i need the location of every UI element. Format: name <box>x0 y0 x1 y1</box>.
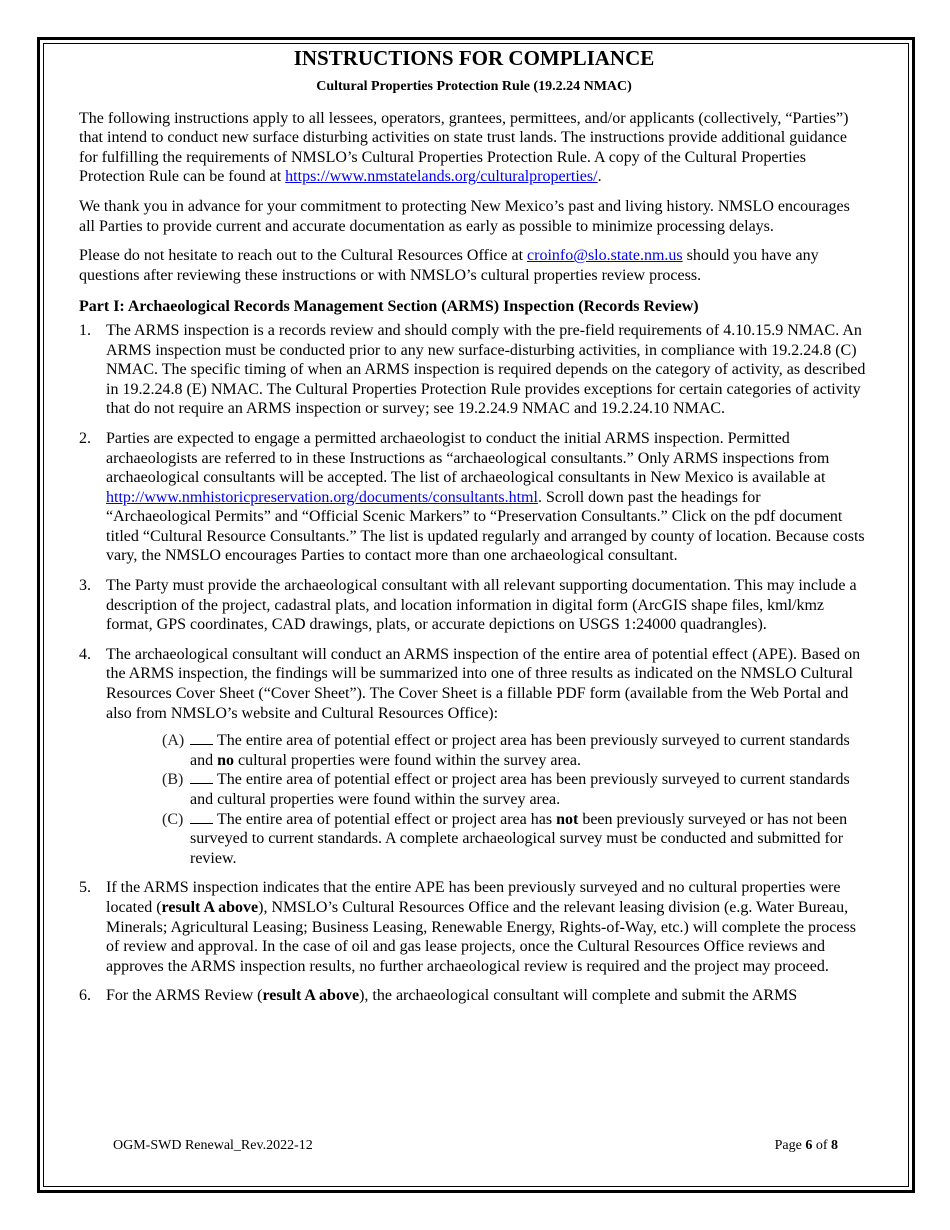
blank-line <box>190 810 213 824</box>
page-footer <box>113 1138 838 1154</box>
item-text: ), the archaeological consultant will complete and submit the ARMS <box>359 987 798 1005</box>
item-text: For the ARMS Review ( <box>106 987 263 1005</box>
croinfo-email-link[interactable]: croinfo@slo.state.nm.us <box>527 247 683 265</box>
option-text: The entire area of potential effect or project area has been previously surveyed to current standards and cultural properties were found within the survey area. <box>190 771 850 808</box>
item-text: If the ARMS inspection indicates that the entire APE has been previously surveyed and no cultural properties were located ( <box>106 879 841 916</box>
page-total: 8 <box>831 1138 838 1153</box>
intro-paragraph-1 <box>79 109 869 187</box>
form-id: OGM-SWD Renewal_Rev.2022-12 <box>113 1138 313 1153</box>
part-1-heading: Part I: Archaeological Records Management Section (ARMS) Inspection (Records Review) <box>79 298 699 316</box>
option-text: been previously surveyed or has not been surveyed to current standards. A complete archaeological survey must be conducted and submitted for review. <box>190 810 848 867</box>
page-of: of <box>812 1138 831 1153</box>
page-number <box>775 1138 838 1154</box>
item-number: 2. <box>79 429 91 447</box>
item-text: The Party must provide the archaeological consultant with all relevant supporting documentation. This may include a description of the project, cadastral plats, and location information in digital form (ArcGIS shape files, kml/kmz format, GPS coordinates, CAD drawings, plats, or accurate depictions on USGS 1:24000 quadrangles). <box>106 577 857 634</box>
option-text: The entire area of potential effect or project area has been previously surveyed to current standards and <box>190 732 850 769</box>
option-label: (A) <box>162 732 185 750</box>
page-title: INSTRUCTIONS FOR COMPLIANCE <box>293 46 655 70</box>
item-text: . Scroll down past the headings for “Archaeological Permits” and “Official Scenic Markers” to “Preservation Consultants.” Click on the pdf document titled “Cultural Resource Consultants.” The list is updated regularly and arranged by county of location. Because costs vary, the NMSLO encourages Parties to contact more than one archaeological consultant. <box>106 488 865 565</box>
item-number: 3. <box>79 577 91 595</box>
item-text: The ARMS inspection is a records review and should comply with the pre-field requirements of 4.10.15.9 NMAC. An ARMS inspection must be conducted prior to any new surface-disturbing activities, in compliance with 19.2.24.8 (C) NMAC. The specific timing of when an ARMS inspection is required depends on the category of activity, as described in 19.2.24.8 (E) NMAC. The Cultural Properties Protection Rule provides exceptions for certain categories of activity that do not require an ARMS inspection or survey; see 19.2.24.9 NMAC and 19.2.24.10 NMAC. <box>106 321 866 418</box>
document-body <box>79 44 869 1016</box>
option-label: (C) <box>162 810 184 828</box>
list-item-3 <box>79 576 869 635</box>
item-text: The archaeological consultant will conduct an ARMS inspection of the entire area of potential effect (APE). Based on the ARMS inspection, the findings will be summarized into one of three results as indicated on the NMSLO Cultural Resources Cover Sheet (“Cover Sheet”). The Cover Sheet is a fillable PDF form (available from the Web Portal and also from NMSLO’s website and Cultural Resources Office): <box>106 645 861 722</box>
item-number: 5. <box>79 879 91 897</box>
list-item-2 <box>79 429 869 566</box>
item-number: 6. <box>79 987 91 1005</box>
instruction-list <box>79 321 869 1006</box>
consultants-list-link[interactable]: http://www.nmhistoricpreservation.org/documents/consultants.html <box>106 488 538 506</box>
option-label: (B) <box>162 771 184 789</box>
item-number: 1. <box>79 321 91 339</box>
blank-line <box>190 731 213 745</box>
page-prefix: Page <box>774 1138 806 1153</box>
item-text: ), NMSLO’s Cultural Resources Office and the relevant leasing division (e.g. Water Bureau, Minerals; Agricultural Leasing; Business Leasing, Renewable Energy, Rights-of-Way, etc.) will complete the process of review and approval. In the case of oil and gas lease projects, once the Cultural Resources Office reviews and approves the ARMS inspection results, no further archaeological review is required and the project may proceed. <box>106 898 856 975</box>
page-current: 6 <box>805 1138 813 1153</box>
cultural-properties-link[interactable]: https://www.nmstatelands.org/culturalproperties/ <box>285 168 598 186</box>
option-c <box>162 810 869 869</box>
text: should you have any questions after reviewing these instructions or with NMSLO’s cultural properties review process. <box>79 247 819 284</box>
option-bold: no <box>217 751 235 769</box>
blank-line <box>190 770 213 784</box>
item-bold: result A above <box>161 898 259 916</box>
option-bold: not <box>556 810 579 828</box>
text: . <box>597 168 602 186</box>
text: Please do not hesitate to reach out to the Cultural Resources Office at <box>79 247 528 265</box>
list-item-1 <box>79 321 869 419</box>
intro-paragraph-3 <box>79 246 869 285</box>
result-options <box>162 731 869 868</box>
option-text: cultural properties were found within the survey area. <box>234 751 581 769</box>
list-item-4 <box>79 645 869 869</box>
item-number: 4. <box>79 645 91 663</box>
text: The following instructions apply to all lessees, operators, grantees, permittees, and/or applicants (collectively, “Parties”) that intend to conduct new surface disturbing activities on state trust lands. The instructions provide additional guidance for fulfilling the requirements of NMSLO’s Cultural Properties Protection Rule. A copy of the Cultural Properties Protection Rule can be found at <box>79 109 849 186</box>
page-subtitle: Cultural Properties Protection Rule (19.2.24 NMAC) <box>316 79 632 94</box>
list-item-6 <box>79 986 869 1006</box>
option-text: The entire area of potential effect or project area has <box>217 810 557 828</box>
item-bold: result A above <box>262 987 360 1005</box>
intro-paragraph-2: We thank you in advance for your commitment to protecting New Mexico’s past and living history. NMSLO encourages all Parties to provide current and accurate documentation as early as possible to minimize processing delays. <box>79 197 850 235</box>
list-item-5 <box>79 878 869 976</box>
option-b <box>162 770 869 809</box>
option-a <box>162 731 869 770</box>
item-text: Parties are expected to engage a permitted archaeologist to conduct the initial ARMS inspection. Permitted archaeologists are referred to in these Instructions as “archaeological consultants.” Only ARMS inspections from archaeological consultants will be accepted. The list of archaeological consultants in New Mexico is available at <box>106 429 830 487</box>
